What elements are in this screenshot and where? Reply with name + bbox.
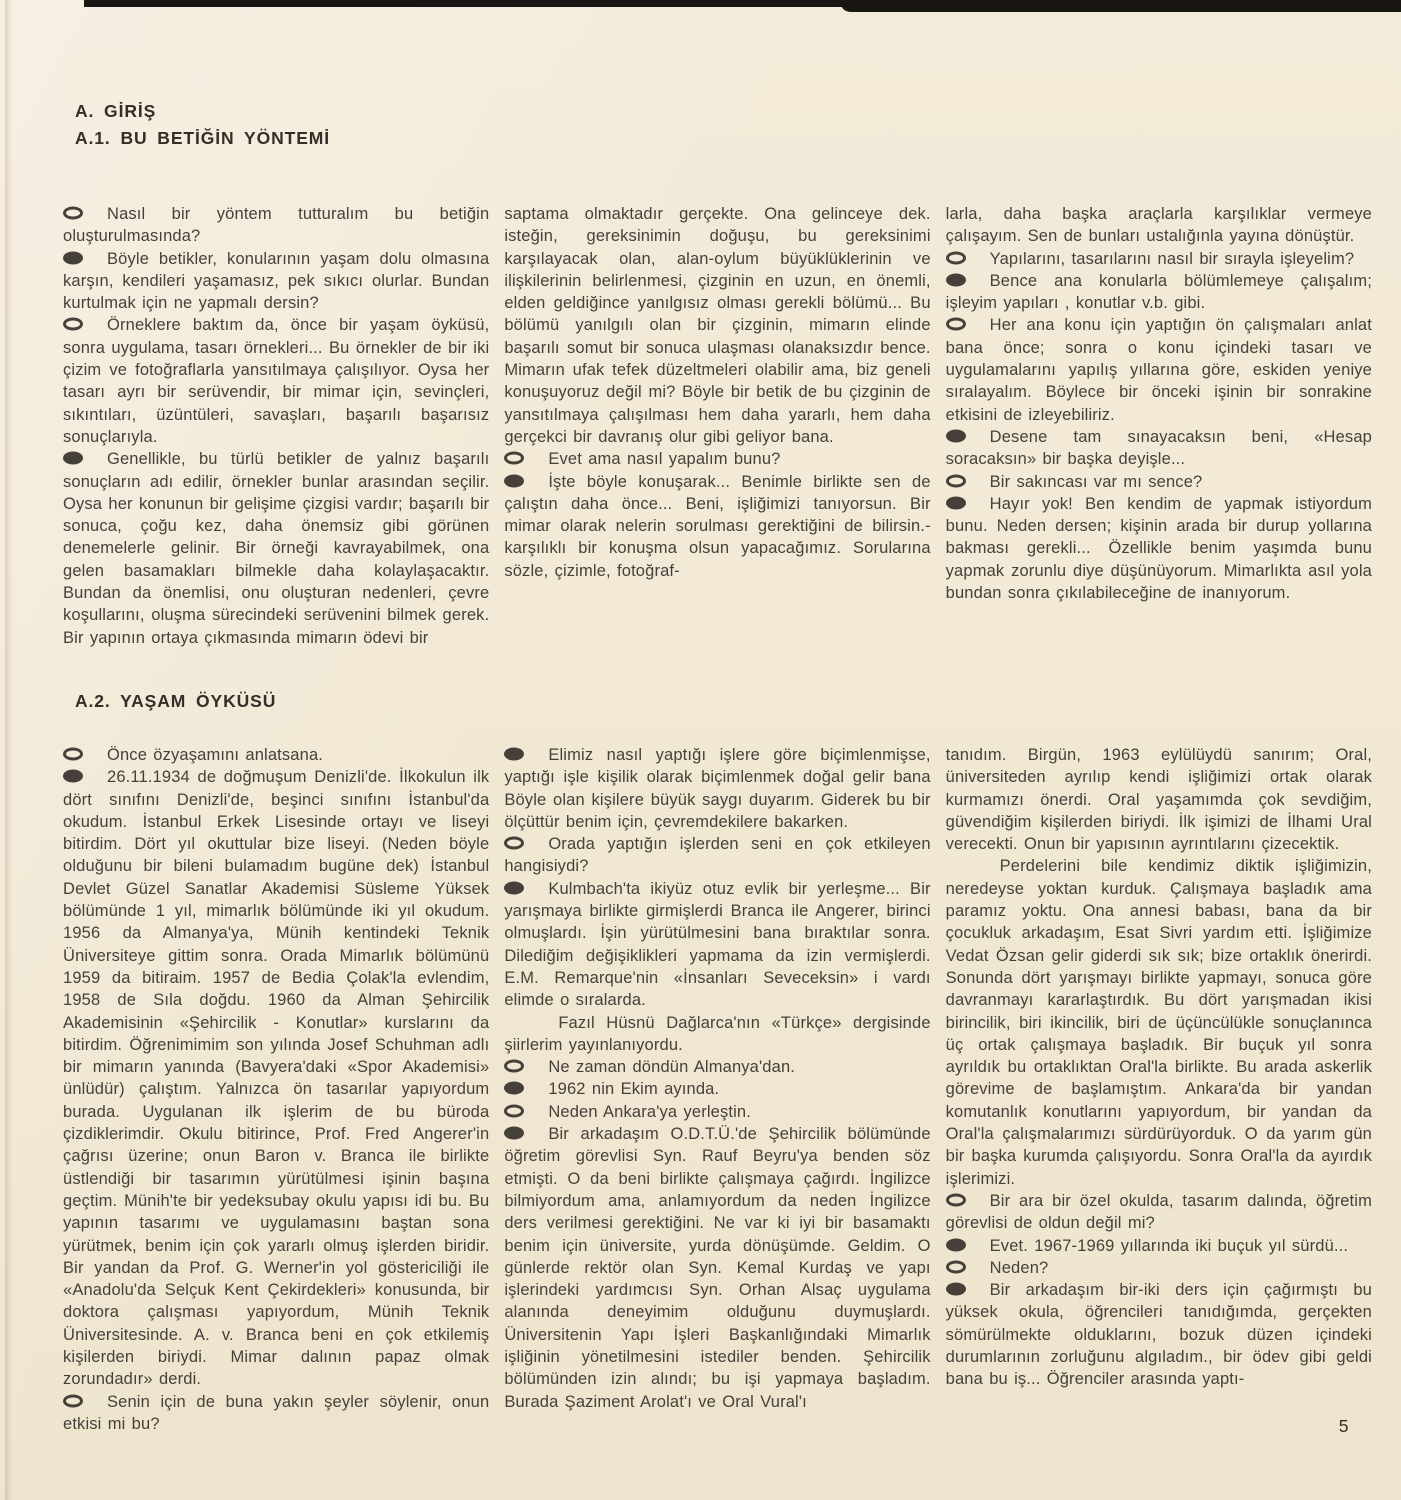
question-open-circle-icon (504, 837, 524, 850)
answer-filled-circle-icon (63, 251, 83, 264)
scan-edge-bar (84, 0, 1401, 7)
continuation-paragraph: tanıdım. Birgün, 1963 eylülüydü sanırım; Oral, üniversiteden ayrılıp kendi işliğimizi ortak olarak kurmamızı önerdi. Oral yaşamımda çok sevdiğim, güvendiğim kişilerden biriydi. İlk işimizi de İlhami Ural verecekti. Onun bir yapısının ayrıntılarını çizecektik. (945, 746, 1372, 854)
answer-filled-circle-icon (946, 429, 966, 442)
question-paragraph: Ne zaman döndün Almanya'dan. (504, 1056, 930, 1078)
section-a2-columns (63, 744, 1372, 1435)
question-paragraph: Örneklere baktım da, önce bir yaşam öyküsü, sonra uygulama, tasarı örnekleri... Bu örnekler de bir iki çizim ve fotoğraflarla yansıtılmaya çalışılıyor. Oysa her tasarı ayrı bir serüvendir, bir mimar için, sevinçleri, sıkıntıları, üzüntüleri, savaşları, başarılı başarısız sonuçlarıyla. (63, 316, 490, 446)
answer-paragraph: İşte böyle konuşarak... Benimle birlikte sen de çalıştın daha önce... Beni, işliğimizi tanıyorsun. Bir mimar olarak nelerin sorulması gerektiğini de bilirsin.-karşılıklı bir konuşma olsun yapacağımız. Sorularına sözle, çizimle, fotoğraf- (504, 472, 931, 580)
indented-paragraph: Perdelerini bile kendimiz diktik işliğimizin, neredeyse yoktan kurduk. Çalışmaya başladık ama paramız yoktu. Ona annesi babası, bana da bir çocukluk arkadaşım, Esat Sivri yardım etti. İşliğimize Vedat Özsan gelir giderdi sık sık; bize ortaklık önerirdi. Sonunda dört yarışmayı birlikte yapmayı, sonuca göre davranmayı kararlaştırdık. Bu dört yarışmadan ikisi birincilik, biri ikincilik, biri de üçüncülükle sonuçlanınca üç ortak çalışmaya başladık. Bir buçuk yıl sonra ayrıldık bu ortaklıktan Oral'la birlikte. Bu arada askerlik görevime de başlamıştım. Ankara'da bir yandan komutanlık konutlarını yapıyordum, bir yandan da Oral'la çalışmalarımızı sürdürüyorduk. O da yarım gün bir başka kurumda çalışıyordu. Sonra Oral'la da ayırdık işlerimizi. (945, 857, 1372, 1188)
answer-paragraph: Hayır yok! Ben kendim de yapmak istiyordum bunu. Neden dersen; kişinin arada bir durup yollarına bakması gerekli... Özellikle benim yaşımda bunu yapmak zorunlu diye düşünüyorum. Mimarlıkta asıl yola bundan sonra çıkılabileceğine de inanıyorum. (945, 494, 1372, 603)
continuation-paragraph: saptama olmaktadır gerçekte. Ona gelinceye dek. isteğin, gereksinimin doğuşu, bu gereksinimi karşılayacak olan, alan-oylum büyüklüklerinin ve ilişkilerinin belirlenmesi, çizginin en uzun, en önemli, elden geldiğince yanılgısız olması gerekli bölümü... Bu bölümü yanılgılı olan bir çizginin, mimarın elinde başarılı somut bir sonuca ulaşması olanaksızdır bence. Mimarın ufak tefek düzeltmeleri olabilir ama, biz geneli konuşuyoruz değil mi? Böyle bir betik de bu çizginin de yansıtılmaya çalışılması hem daha yararlı, hem daha gerçekci bir davranış olur gibi geliyor bana. (504, 205, 931, 446)
answer-filled-circle-icon (946, 273, 966, 286)
answer-filled-circle-icon (504, 474, 524, 487)
question-paragraph: Evet ama nasıl yapalım bunu? (504, 448, 930, 470)
answer-paragraph: 26.11.1934 de doğmuşum Denizli'de. İlkokulun ilk dört sınıfını Denizli'de, beşinci sınıfını İstanbul'da okudum. İstanbul Erkek Lisesinde ortayı ve liseyi bitirdim. Dört yıl okuttular bize liseyi. (Neden böyle olduğunu bir bileni bulamadım bugüne dek) İstanbul Devlet Güzel Sanatlar Akademisi Süsleme Yüksek bölümünde 1 yıl, mimarlık bölümünde iki yıl okudum. 1956 da Almanya'ya, Münih kentindeki Teknik Üniversiteye gittim sonra. Orada Mimarlık bölümünü 1959 da bitiraim. 1957 de Bedia Çolak'la evlendim, 1958 de Sıla doğdu. 1960 da Alman Şehircilik Akademisinin «Şehircilik - Konutlar» kurslarını da bitirdim. Öğrenimimim son yılında Josef Schuhman adlı bir mimarın yanında (Bavyera'daki «Spor Akademisi» ünlüdür) çalıştım. Yalnızca ön tasarılar yapıyordum burada. Uygulanan ilk işlerim de bu büroda çizdiklerimdir. Okulu bitirince, Prof. Fred Angerer'in çağrısı üzerine; onun Baron v. Branca ile birlikte üstlendiği bir tasarımın yürütülmesi işinin başına geçtim. Münih'te bir yedeksubay okulu yapısı idi bu. Bu yapının tasarımı ve uygulamasını baştan sona yürütmek, benim için çok yararlı olmuş işlerden biridir. Bir yandan da Prof. G. Werner'in yol göstericiliği ile «Anadolu'da Selçuk Kent Çekirdekleri» konusunda, bir doktora çalışması yapıyordum, Münih Teknik Üniversitesinde. A. v. Branca beni en çok etkilemiş kişilerden biriydi. Mimar dalının papaz olmak zorundadır» derdi. (63, 768, 490, 1389)
text-column (63, 744, 489, 1435)
question-open-circle-icon (63, 748, 83, 761)
question-paragraph: Bir ara bir özel okulda, tasarım dalında, öğretim görevlisi de oldun değil mi? (945, 1191, 1372, 1233)
answer-paragraph: Böyle betikler, konularının yaşam dolu olmasına karşın, kendileri yaşamasız, pek sıkıcı olurlar. Bundan kurtulmak için ne yapmalı dersin? (63, 249, 490, 313)
question-open-circle-icon (63, 1394, 83, 1407)
question-open-circle-icon (946, 318, 966, 331)
question-paragraph: Orada yaptığın işlerden seni en çok etkileyen hangisiydi? (504, 835, 931, 876)
heading-line: A.2. YAŞAM ÖYKÜSÜ (75, 691, 277, 711)
question-paragraph: Her ana konu için yaptığın ön çalışmaları anlat bana önce; sonra o konu içindeki tasarı ve uygulamalarını yapılış yıllarına göre, eskiden yeniye sıralayalım. Böylece bir önceki işinin bir sonrakine etkisini de izleyebiliriz. (945, 316, 1372, 424)
answer-filled-circle-icon (504, 748, 524, 761)
answer-filled-circle-icon (946, 1238, 966, 1251)
answer-filled-circle-icon (946, 1283, 966, 1296)
heading-line: A. GİRİŞ (75, 101, 157, 121)
answer-paragraph: Genellikle, bu türlü betikler de yalnız başarılı sonuçların adı edilir, örnekler bunlar arasından seçilir. Oysa her konunun bir gelişime çizgisi vardır; başarılı bir sonuca, çoğu kez, daha önemsiz gibi görünen denemelerle gelinir. Bir örneği kavrayabilmek, ona gelen basamakları bilmekle daha kolaylaşacaktır. Bundan da önemlisi, onu oluşturan nedenleri, çevre koşullarını, oluşma sürecindeki serüvenini bilmek gerek. Bir yapının ortaya çıkmasında mimarın ödevi bir (63, 450, 490, 647)
answer-paragraph: Bence ana konularla bölümlemeye çalışalım; işleyim yapıları , konutlar v.b. gibi. (945, 271, 1372, 313)
question-open-circle-icon (63, 318, 83, 331)
question-paragraph: Önce özyaşamını anlatsana. (63, 744, 489, 766)
page-number: 5 (1338, 1416, 1349, 1436)
answer-paragraph: Evet. 1967-1969 yıllarında iki buçuk yıl sürdü... (946, 1235, 1372, 1257)
answer-filled-circle-icon (63, 452, 83, 465)
question-paragraph: Neden? (946, 1257, 1372, 1279)
text-column (946, 744, 1372, 1435)
scan-left-crease (5, 0, 14, 1500)
question-paragraph: Bir sakıncası var mı sence? (946, 471, 1372, 493)
answer-paragraph: Desene tam sınayacaksın beni, «Hesap soracaksın» bir başka deyişle... (945, 427, 1372, 469)
question-open-circle-icon (946, 1193, 966, 1206)
answer-filled-circle-icon (63, 770, 83, 783)
text-column (504, 203, 930, 649)
question-open-circle-icon (504, 1104, 524, 1117)
answer-filled-circle-icon (504, 881, 524, 894)
question-paragraph: Yapılarını, tasarılarını nasıl bir sırayla işleyelim? (946, 248, 1372, 270)
continuation-paragraph: larla, daha başka araçlarla karşılıklar vermeye çalışayım. Sen de bunları ustalığınla yayına dönüştür. (945, 205, 1372, 246)
answer-paragraph: Kulmbach'ta ikiyüz otuz evlik bir yerleşme... Bir yarışmaya birlikte girmişlerdi Branca ile Angerer, birinci olmuşlardı. İşin yürütülmesini bana bıraktılar sonra. Dilediğim değişiklikleri yapmama da izin vermişlerdi. E.M. Remarque'nin «İnsanları Seveceksin» i vardı elimde o sıralarda. (504, 879, 931, 1010)
answer-paragraph: 1962 nin Ekim ayında. (504, 1078, 930, 1100)
question-open-circle-icon (504, 1060, 524, 1073)
indented-paragraph: Fazıl Hüsnü Dağlarca'nın «Türkçe» dergisinde şiirlerim yayınlanıyordu. (504, 1013, 931, 1054)
section-a1-heading (75, 98, 330, 152)
answer-paragraph: Elimiz nasıl yaptığı işlere göre biçimlenmişse, yaptığı işle kişilik olarak biçimlenmek doğal gelir bana Böyle olan kişilere büyük saygı duyarım. Giderek bu bir ölçüttür benim için, çevremdekilere bakarken. (504, 746, 931, 831)
question-paragraph: Senin için de buna yakın şeyler söylenir, onun etkisi mi bu? (63, 1392, 490, 1433)
text-column (946, 203, 1372, 649)
answer-paragraph: Bir arkadaşım bir-iki ders için çağırmıştı bu yüksek okula, öğrencileri tanıdığımda, gerçekten sömürülmekte olduklarını, bozuk düzen içindeki durumlarının zorluğunu algıladım., bir ödev gibi geldi bana bu iş... Öğrenciler arasında yaptı- (945, 1281, 1372, 1389)
question-paragraph: Neden Ankara'ya yerleştin. (504, 1101, 930, 1123)
section-a1-columns (63, 203, 1372, 649)
answer-filled-circle-icon (504, 1127, 524, 1140)
question-open-circle-icon (504, 452, 524, 465)
answer-filled-circle-icon (504, 1082, 524, 1095)
question-open-circle-icon (946, 1260, 966, 1273)
heading-line: A.1. BU BETİĞİN YÖNTEMİ (75, 128, 331, 148)
question-paragraph: Nasıl bir yöntem tutturalım bu betiğin oluşturulmasında? (63, 205, 490, 246)
question-open-circle-icon (946, 474, 966, 487)
answer-filled-circle-icon (946, 496, 966, 509)
text-column (504, 744, 930, 1435)
question-open-circle-icon (946, 251, 966, 264)
section-a2-heading (75, 688, 276, 715)
answer-paragraph: Bir arkadaşım O.D.T.Ü.'de Şehircilik bölümünde öğretim görevlisi Syn. Rauf Beyru'ya benden söz etmişti. O da beni birlikte çalışmaya çağırdı. İngilizce bilmiyordum ama, anlamıyordum da neden İngilizce ders verilmesi gerektiğini. Ne var ki iyi bir basamaktı benim için üniversite, yurda dönüşümde. Geldim. O günlerde rektör olan Syn. Kemal Kurdaş ve yapı işlerindeki yardımcısı Syn. Orhan Alsaç uygulama alanında deneyimim olduğunu duymuşlardı. Üniversitenin Yapı İşleri Başkanlığındaki Mimarlık işliğinin yönetilmesini istediler benden. Şehircilik bölümünden izin alındı; bu işi yapmaya başladım. Burada Şaziment Arolat'ı ve Oral Vural'ı (504, 1125, 931, 1411)
question-open-circle-icon (63, 207, 83, 220)
text-column (63, 203, 489, 649)
